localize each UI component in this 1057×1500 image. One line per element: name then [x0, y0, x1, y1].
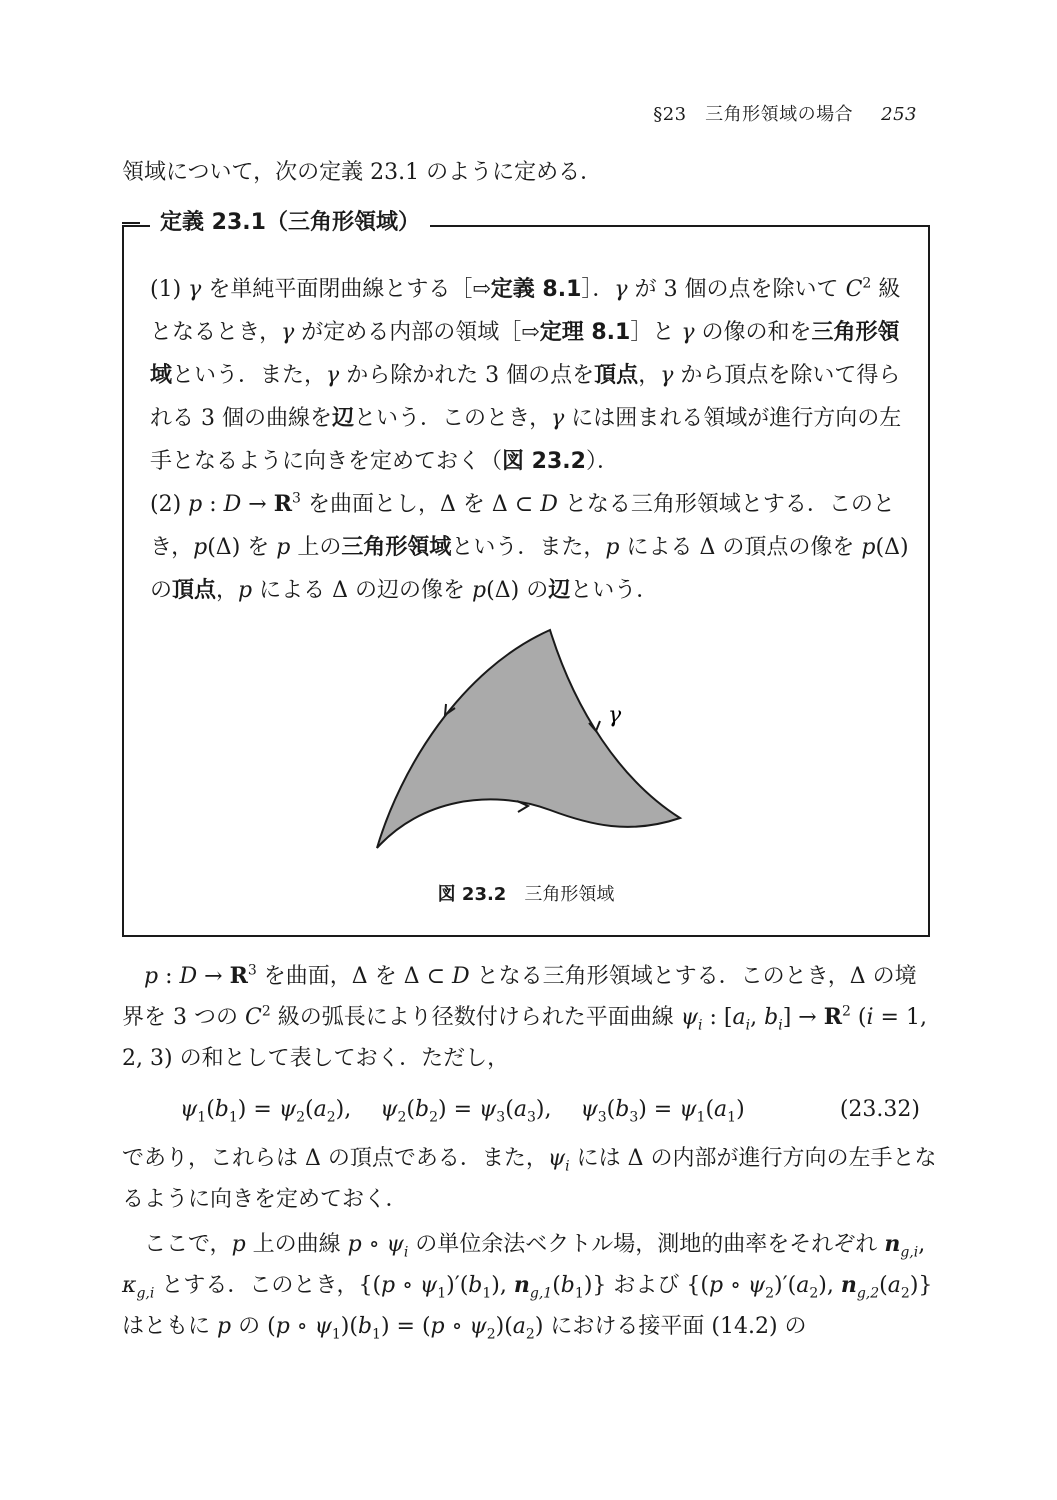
equation-23-32: $\psi_1(b_1) = \psi_2(a_2)$, $\psi_2(b_2) = \psi_3(a_3)$, $\psi_3(b_3) = \psi_1(a_1)$ (23.32)	[180, 1092, 920, 1128]
definition-item-1: (1) γ を単純平面閉曲線とする［⇨定義 8.1］．γ が 3 個の点を除いて $C^2$ 級となるとき，γ が定める内部の領域［⇨定理 8.1］と γ の像の和を三角形領域という．また，γ から除かれた 3 個の点を頂点，γ から頂点を除いて得られる 3 個の曲線を辺という．このとき，γ には囲まれる領域が進行方向の左手となるように向きを定めておく（図 23.2）．	[150, 275, 902, 474]
figure-caption: 図 23.2 三角形領域	[437, 884, 615, 905]
intro-paragraph: 領域について，次の定義 23.1 のように定める．	[122, 160, 603, 185]
term-triangle-region: 三角形領域	[150, 320, 900, 388]
gamma-label: γ	[608, 703, 622, 728]
triangle-region-shape	[377, 630, 680, 848]
triangle-region-figure	[360, 620, 700, 860]
definition-title: 定義 23.1（三角形領域）	[150, 205, 430, 241]
paragraph-vertices: であり，これらは Δ の頂点である．また，$\psi_i$ には Δ の内部が進行方向の左手となるように向きを定めておく．	[122, 1146, 937, 1212]
running-header	[653, 100, 917, 126]
paragraph-conormal: ここで，p 上の曲線 p ∘ $\psi_i$ の単位余法ベクトル場，測地的曲率をそれぞれ $n_{g,i}$, $\kappa_{g,i}$ とする．このとき，{(p ∘ $\psi_1)'(b_1)$, $n_{g,1}(b_1)$} および {(p ∘ $\psi_2)'(a_2)$, $n_{g,2}(a_2)$} はともに p の (p ∘ $\psi_1)(b_1) = (p$ ∘ $\psi_2)(a_2)$ における接平面 (14.2) の	[122, 1231, 933, 1343]
equation-number: (23.32)	[839, 1097, 920, 1122]
section-title: §23 三角形領域の場合	[653, 104, 854, 125]
definition-item-2: (2) p : $D \to R^3$ を曲面とし，Δ を Δ ⊂ D となる三角形領域とする．このとき，p(Δ) を p 上の三角形領域という．また，p による Δ の頂点の像を p(Δ) の頂点，p による Δ の辺の像を p(Δ) の辺という．	[150, 490, 909, 603]
definition-body	[150, 268, 910, 612]
paragraph-boundary: p : $D \to R^3$ を曲面，Δ を Δ ⊂ D となる三角形領域とする．このとき，Δ の境界を 3 つの $C^2$ 級の弧長により径数付けられた平面曲線 $\psi_i$ : [$a_i$, $b_i] \to R^2$ (i = 1, 2, 3) の和として表しておく．ただし，	[122, 962, 927, 1071]
page-number: 253	[881, 104, 917, 125]
